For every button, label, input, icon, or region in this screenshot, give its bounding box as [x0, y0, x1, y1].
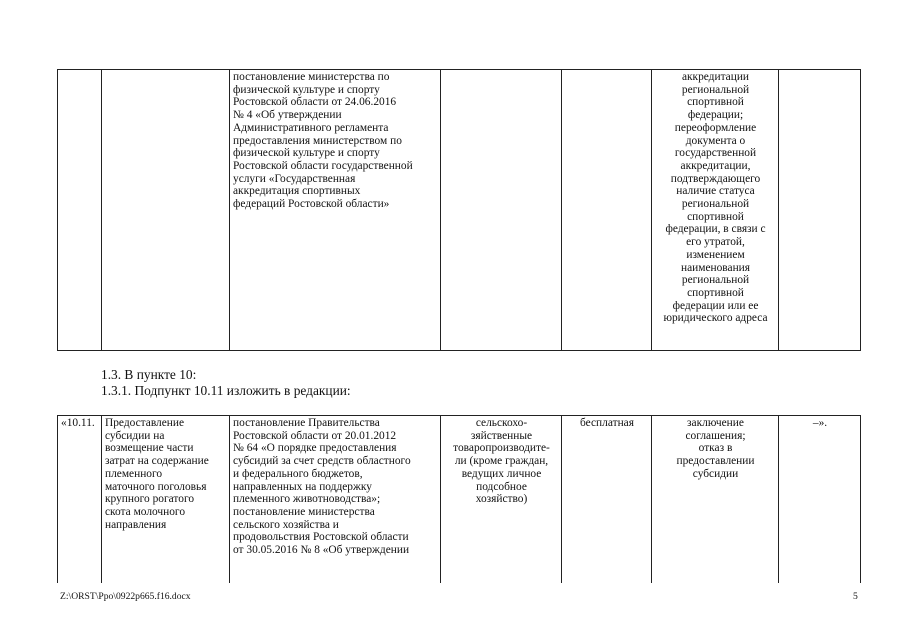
cell-name: Предоставление субсидии на возмещение части затрат на содержание племенного маточного поголовья крупного рогатого скота молочного направления [102, 416, 230, 584]
cell-recipients: сельскохо- зяйственные товаропроизводите- ли (кроме граждан, ведущих личное подсобное хозяйство) [441, 416, 562, 584]
cell-recipients [441, 70, 562, 351]
cell-number: «10.11. [58, 416, 102, 584]
cell-name [102, 70, 230, 351]
cell-result: аккредитации региональной спортивной федерации; переоформление документа о государственной аккредитации, подтверждающего наличие статуса региональной спортивной федерации, в связи с его утратой, изменением наименования региональной спортивной федерации или ее юридического адреса [652, 70, 779, 351]
cell-legal-basis: постановление министерства по физической культуре и спорту Ростовской области от 24.06.2016 № 4 «Об утверждении Административного регламента предоставления министерством по физической культуре и спорту Ростовской области государственной услуги «Государственная аккредитация спортивных федераций Ростовской области» [230, 70, 441, 351]
table-subpoint-10-11 [57, 415, 861, 583]
cell-legal-basis: постановление Правительства Ростовской области от 20.01.2012 № 64 «О порядке предоставления субсидий за счет средств областного и федерального бюджетов, направленных на поддержку племенного животноводства»; постановление министерства сельского хозяйства и продовольствия Ростовской области от 30.05.2016 № 8 «Об утверждении [230, 416, 441, 584]
table-top-continuation [57, 69, 861, 351]
cell-result: заключение соглашения; отказ в предоставлении субсидии [652, 416, 779, 584]
paragraph-point-1-3: 1.3. В пункте 10: [101, 367, 197, 382]
cell-fee [562, 70, 652, 351]
cell-note [779, 70, 861, 351]
paragraph-subpoint-1-3-1: 1.3.1. Подпункт 10.11 изложить в редакции: [101, 383, 351, 398]
cell-fee: бесплатная [562, 416, 652, 584]
footer-file-path: Z:\ORST\Ppo\0922p665.f16.docx [60, 591, 191, 602]
table-row [58, 416, 861, 584]
table-row [58, 70, 861, 351]
cell-note: –». [779, 416, 861, 584]
cell-number [58, 70, 102, 351]
footer-page-number: 5 [853, 591, 858, 602]
